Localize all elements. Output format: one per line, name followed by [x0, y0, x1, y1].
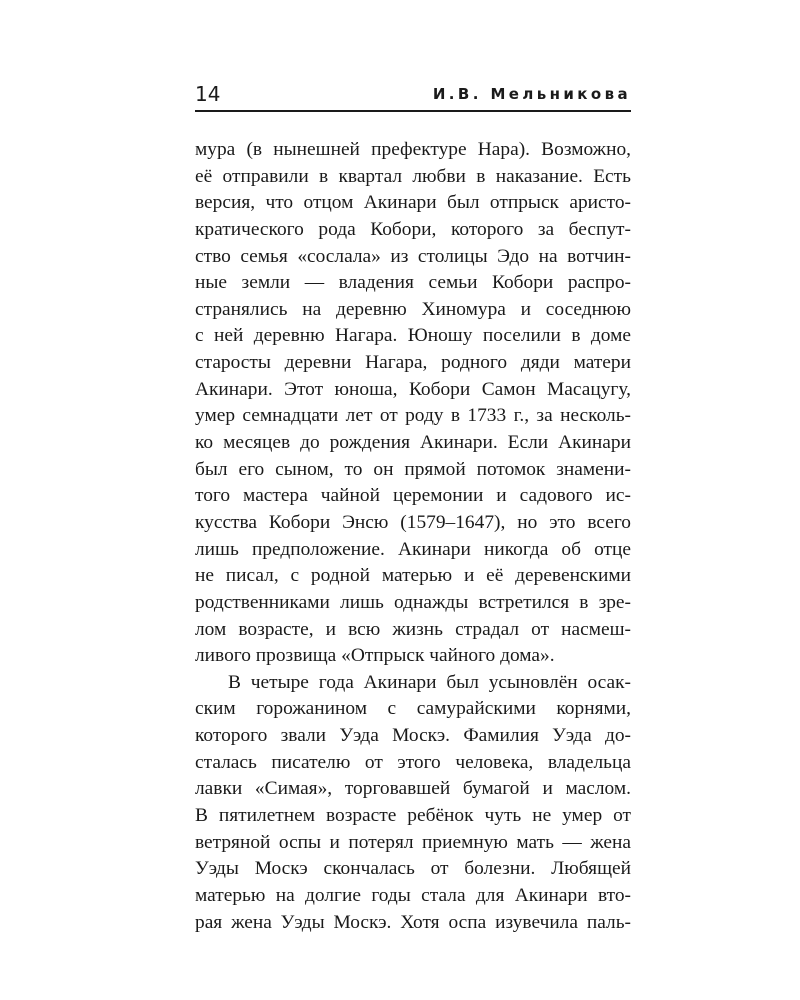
text-line: ство семья «сослала» из столицы Эдо на вотчин- — [195, 245, 631, 267]
text-line: кратического рода Кобори, которого за беспут- — [195, 218, 631, 240]
text-line: мура (в нынешней префектуре Нара). Возможно, — [195, 139, 631, 160]
text-line: не писал, с родной матерью и её деревенскими — [195, 565, 631, 587]
text-line: родственниками лишь однажды встретился в зре- — [195, 591, 631, 613]
text-line: ветряной оспы и потерял приемную мать — жена — [195, 831, 631, 853]
text-line: рая жена Уэды Москэ. Хотя оспа изувечила паль- — [195, 911, 631, 933]
text-line: которого звали Уэда Москэ. Фамилия Уэда до- — [195, 725, 631, 747]
text-line: ко месяцев до рождения Акинари. Если Акинари — [195, 432, 631, 454]
text-line: лишь предположение. Акинари никогда об отце — [195, 538, 631, 560]
text-line: лом возрасте, и всю жизнь страдал от насмеш- — [195, 618, 631, 640]
text-line: ные земли — владения семьи Кобори распро- — [195, 272, 631, 294]
text-line: Уэды Москэ скончалась от болезни. Любящей — [195, 858, 631, 880]
text-line: Акинари. Этот юноша, Кобори Самон Масацугу, — [195, 378, 631, 400]
text-line: лавки «Симая», торговавшей бумагой и маслом. — [195, 778, 631, 800]
text-line: того мастера чайной церемонии и садового ис- — [195, 485, 631, 507]
running-head-author: И.В. Мельникова — [432, 85, 631, 103]
paragraph-start-line: В четыре года Акинари был усыновлён осак- — [228, 671, 631, 693]
header-rule — [195, 110, 631, 112]
text-line: версия, что отцом Акинари был отпрыск аристо- — [195, 192, 631, 214]
body-text — [195, 137, 631, 936]
paragraph-end-line: ливого прозвища «Отпрыск чайного дома». — [195, 645, 555, 667]
text-line: матерью на долгие годы стала для Акинари вто- — [195, 884, 631, 906]
running-head — [195, 82, 631, 112]
text-line: В пятилетнем возрасте ребёнок чуть не умер от — [195, 805, 631, 827]
text-line: умер семнадцати лет от роду в 1733 г., за несколь- — [195, 405, 631, 427]
page-number: 14 — [195, 82, 221, 106]
text-line: сталась писателю от этого человека, владельца — [195, 751, 631, 773]
text-line: ским горожанином с самурайскими корнями, — [195, 698, 631, 720]
text-line: был его сыном, то он прямой потомок знамени- — [195, 458, 631, 480]
text-line: её отправили в квартал любви в наказание. Есть — [195, 165, 631, 187]
text-line: кусства Кобори Энсю (1579–1647), но это всего — [195, 511, 631, 533]
text-line: с ней деревню Нагара. Юношу поселили в доме — [195, 325, 631, 347]
text-line: старосты деревни Нагара, родного дяди матери — [195, 352, 631, 374]
text-line: странялись на деревню Хиномура и соседнюю — [195, 298, 631, 320]
